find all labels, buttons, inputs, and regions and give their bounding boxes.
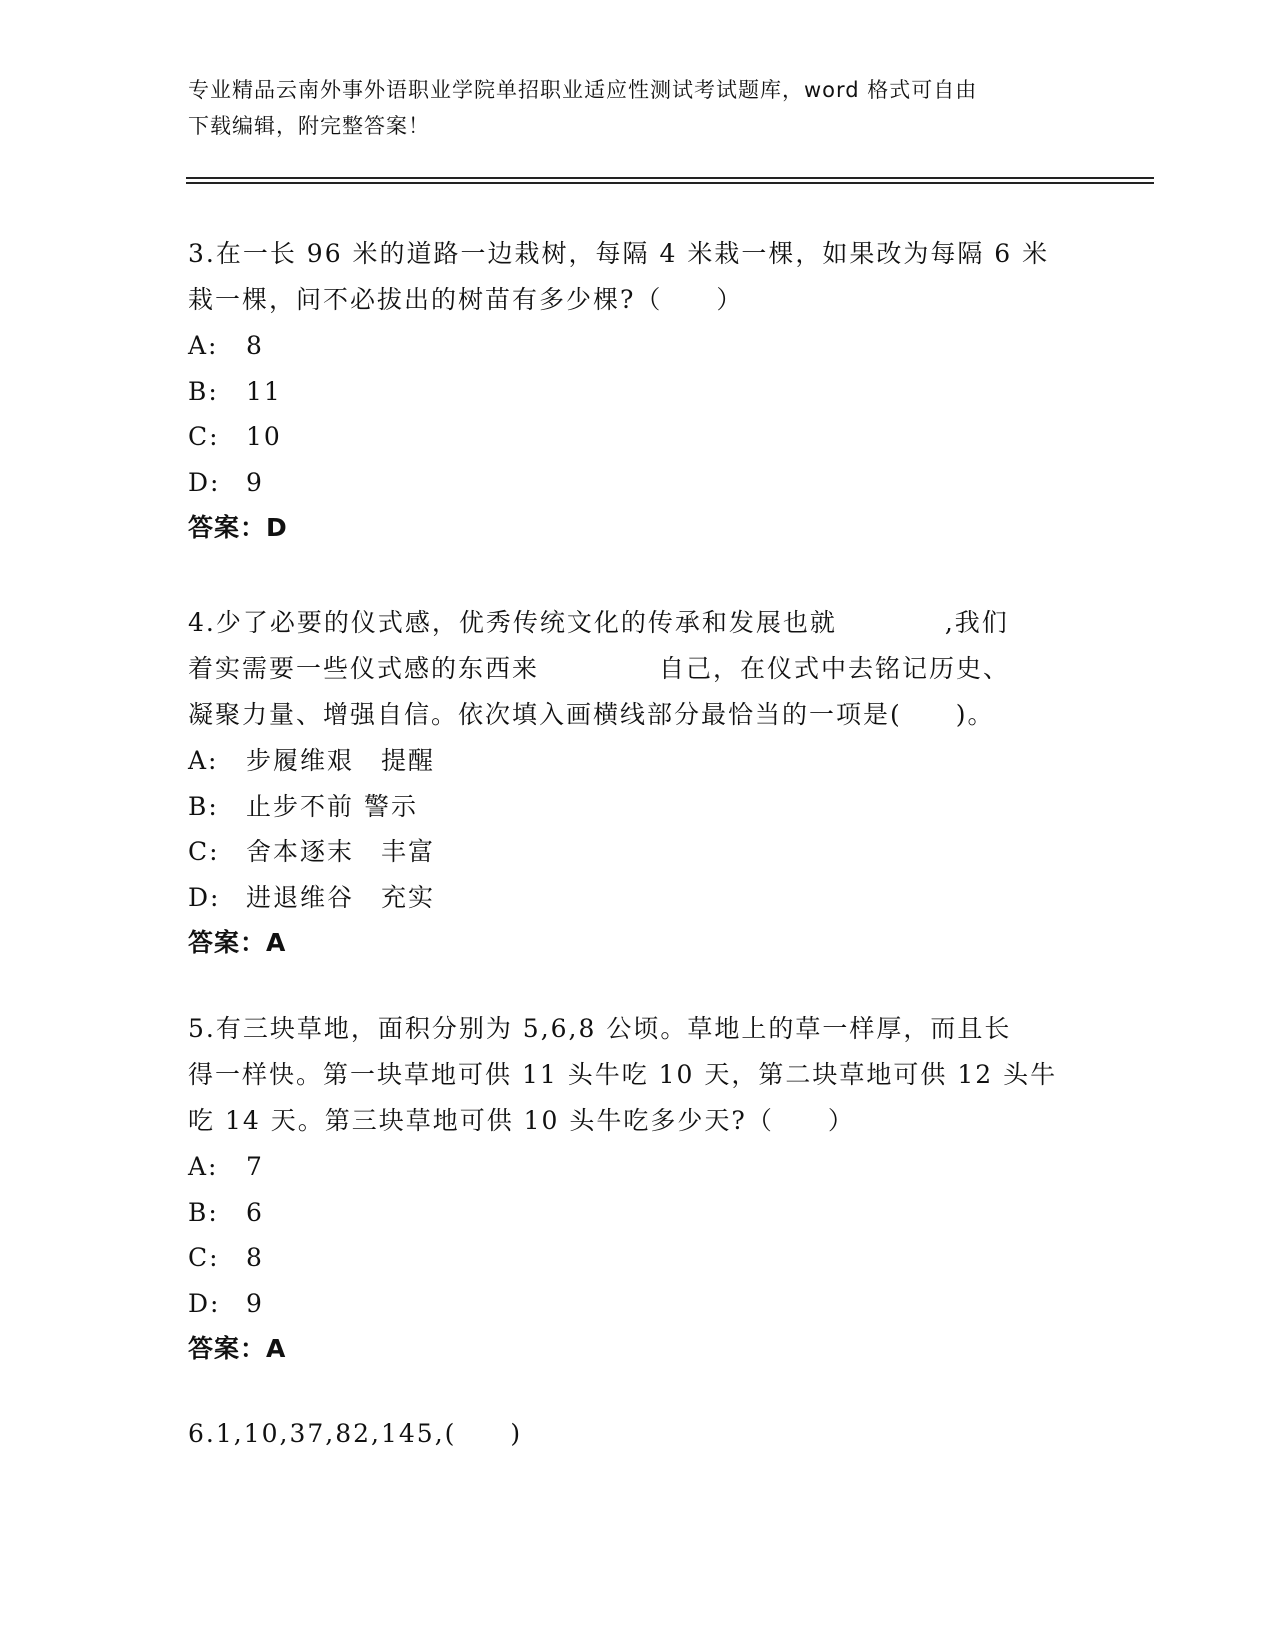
question-5-line-1: 5.有三块草地，面积分别为 5,6,8 公顷。草地上的草一样厚，而且长 <box>188 1014 1012 1043</box>
option-letter: B: <box>188 1197 219 1227</box>
header-divider-bottom <box>186 182 1154 184</box>
option-a <box>188 1144 1088 1190</box>
header-divider-top <box>186 177 1154 179</box>
question-4-line-2-part-b: 自己，在仪式中去铭记历史、 <box>659 654 1011 683</box>
question-4-line-3: 凝聚力量、增强自信。依次填入画横线部分最恰当的一项是( )。 <box>188 700 995 729</box>
document-header <box>188 72 1078 144</box>
option-text: 9 <box>246 467 264 497</box>
question-4 <box>188 600 1088 966</box>
option-c <box>188 829 1088 875</box>
answer-line: 答案：A <box>188 1334 287 1363</box>
option-a <box>188 323 1088 369</box>
question-3-line-2: 栽一棵，问不必拔出的树苗有多少棵?（ ） <box>188 285 744 314</box>
option-letter: D: <box>188 467 221 497</box>
option-letter: C: <box>188 837 220 866</box>
option-letter: A: <box>188 746 219 775</box>
question-4-line-1-part-b: ,我们 <box>944 608 1009 637</box>
answer-line: 答案：A <box>188 928 287 957</box>
option-text: 8 <box>246 331 264 360</box>
option-c <box>188 414 1088 460</box>
option-d <box>188 1281 1088 1327</box>
option-text: 7 <box>246 1152 264 1181</box>
option-d <box>188 875 1088 921</box>
option-c <box>188 1235 1088 1281</box>
question-5-line-3: 吃 14 天。第三块草地可供 10 头牛吃多少天?（ ） <box>188 1106 855 1135</box>
option-b <box>188 784 1088 830</box>
option-letter: D: <box>188 1288 221 1318</box>
option-text: 8 <box>246 1243 264 1272</box>
option-letter: B: <box>188 791 219 821</box>
answer-line: 答案：D <box>188 513 288 542</box>
option-letter: D: <box>188 882 221 912</box>
option-text: 步履维艰 提醒 <box>246 746 436 775</box>
question-5-line-2: 得一样快。第一块草地可供 11 头牛吃 10 天，第二块草地可供 12 头牛 <box>188 1060 1058 1089</box>
question-5 <box>188 1006 1088 1372</box>
option-text: 9 <box>246 1288 264 1318</box>
question-4-line-1-part-a: 4.少了必要的仪式感，优秀传统文化的传承和发展也就 <box>188 608 837 637</box>
question-4-line-2 <box>188 646 1088 692</box>
question-4-line-1 <box>188 600 1088 646</box>
option-letter: C: <box>188 422 220 451</box>
option-d <box>188 460 1088 506</box>
option-text: 进退维谷 充实 <box>246 882 436 912</box>
option-text: 6 <box>246 1197 264 1227</box>
header-line-1: 专业精品云南外事外语职业学院单招职业适应性测试考试题库，word 格式可自由 <box>188 78 978 102</box>
question-3-line-1: 3.在一长 96 米的道路一边栽树，每隔 4 米栽一棵，如果改为每隔 6 米 <box>188 239 1050 268</box>
question-6-line-1: 6.1,10,37,82,145,( ) <box>188 1419 523 1448</box>
option-text: 舍本逐末 丰富 <box>246 837 436 866</box>
option-b <box>188 1190 1088 1236</box>
question-6 <box>188 1411 1088 1457</box>
option-text: 止步不前 警示 <box>246 791 418 821</box>
option-b <box>188 369 1088 415</box>
option-letter: C: <box>188 1243 220 1272</box>
option-a <box>188 738 1088 784</box>
header-line-2: 下载编辑，附完整答案！ <box>188 114 430 138</box>
question-4-line-2-part-a: 着实需要一些仪式感的东西来 <box>188 654 540 683</box>
option-text: 10 <box>246 422 282 451</box>
option-text: 11 <box>246 376 282 406</box>
question-3 <box>188 231 1088 551</box>
option-letter: A: <box>188 1152 219 1181</box>
option-letter: B: <box>188 376 219 406</box>
option-letter: A: <box>188 331 219 360</box>
